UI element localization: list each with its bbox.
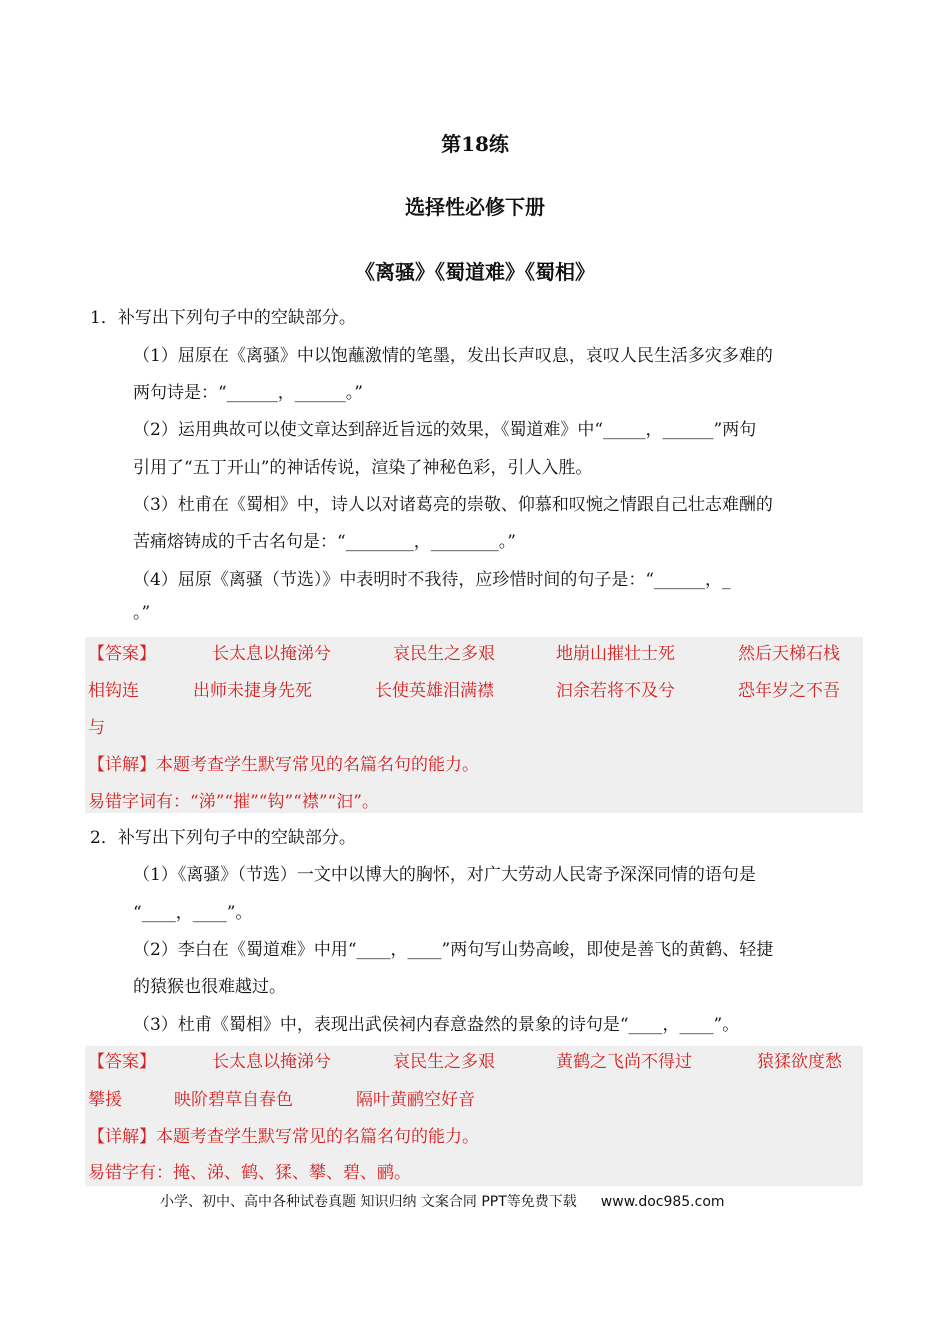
q1-answer-item: 然后天梯石栈 bbox=[738, 644, 840, 664]
q2-stem: 2．补写出下列句子中的空缺部分。 bbox=[90, 828, 356, 848]
q1-answer-item: 长使英雄泪满襟 bbox=[375, 681, 494, 701]
q1-answer-item: 长太息以掩涕兮 bbox=[212, 644, 331, 664]
q1-sub3-line1: （3）杜甫在《蜀相》中，诗人以对诸葛亮的崇敬、仰慕和叹惋之情跟自己壮志难酬的 bbox=[133, 495, 773, 515]
q1-answer-item: 相钩连 bbox=[88, 681, 139, 701]
q2-answer-label: 【答案】 bbox=[88, 1052, 156, 1072]
q2-detail: 【详解】本题考查学生默写常见的名篇名句的能力。 bbox=[88, 1127, 479, 1147]
q1-answer-item: 恐年岁之不吾 bbox=[738, 681, 840, 701]
footer-url-link[interactable]: www.doc985.com bbox=[600, 1194, 725, 1210]
footer-text: 小学、初中、高中各种试卷真题 知识归纳 文案合同 PPT等免费下载 bbox=[160, 1194, 577, 1210]
q1-sub3-line2: 苦痛熔铸成的千古名句是：“________，________。” bbox=[133, 532, 516, 552]
q1-sub1-line1: （1）屈原在《离骚》中以饱蘸激情的笔墨，发出长声叹息，哀叹人民生活多灾多难的 bbox=[133, 346, 773, 366]
q1-answer-item: 哀民生之多艰 bbox=[393, 644, 495, 664]
q1-typos: 易错字词有：“涕”“摧”“钩”“襟”“汩”。 bbox=[88, 792, 379, 812]
page-footer bbox=[160, 1191, 725, 1211]
q2-sub2-line1: （2）李白在《蜀道难》中用“____，____”两句写山势高峻，即使是善飞的黄鹤、轻捷 bbox=[133, 940, 774, 960]
q1-sub2-line2: 引用了“五丁开山”的神话传说，渲染了神秘色彩，引人入胜。 bbox=[133, 458, 593, 478]
q2-typos: 易错字有：掩、涕、鹤、猱、攀、碧、鹂。 bbox=[88, 1163, 411, 1183]
q2-sub1-line1: （1）《离骚》（节选）一文中以博大的胸怀，对广大劳动人民寄予深深同情的语句是 bbox=[133, 865, 756, 885]
q1-answer-item: 地崩山摧壮士死 bbox=[556, 644, 675, 664]
q2-answer-item: 哀民生之多艰 bbox=[393, 1052, 495, 1072]
q1-answer-row3: 与 bbox=[88, 718, 105, 738]
q1-answer-item: 汩余若将不及兮 bbox=[556, 681, 675, 701]
q2-answer-item: 攀援 bbox=[88, 1090, 122, 1110]
q1-sub2-line1: （2）运用典故可以使文章达到辞近旨远的效果，《蜀道难》中“_____，______”两句 bbox=[133, 420, 757, 440]
practice-title: 第18练 bbox=[441, 132, 509, 156]
q1-detail: 【详解】本题考查学生默写常见的名篇名句的能力。 bbox=[88, 755, 479, 775]
text-titles: 《离骚》《蜀道难》《蜀相》 bbox=[355, 260, 595, 284]
q2-sub2-line2: 的猿猴也很难越过。 bbox=[133, 977, 286, 997]
q2-answer-item: 映阶碧草自春色 bbox=[174, 1090, 293, 1110]
q1-sub4-line1: （4）屈原《离骚（节选）》中表明时不我待，应珍惜时间的句子是：“______，_ bbox=[133, 570, 731, 590]
q2-answer-item: 长太息以掩涕兮 bbox=[212, 1052, 331, 1072]
q2-answer-item: 黄鹤之飞尚不得过 bbox=[556, 1052, 692, 1072]
q2-sub3-line1: （3）杜甫《蜀相》中，表现出武侯祠内春意盎然的景象的诗句是“____，____”。 bbox=[133, 1015, 740, 1035]
q2-sub1-line2: “____，____”。 bbox=[133, 903, 253, 923]
q1-sub1-line2: 两句诗是：“______，______。” bbox=[133, 383, 363, 403]
volume-title: 选择性必修下册 bbox=[405, 195, 545, 219]
q2-answer-item: 隔叶黄鹂空好音 bbox=[356, 1090, 475, 1110]
q1-answer-item: 出师未捷身先死 bbox=[193, 681, 312, 701]
q1-sub4-line2: 。” bbox=[133, 603, 151, 623]
q2-answer-item: 猿猱欲度愁 bbox=[757, 1052, 842, 1072]
q1-stem: 1．补写出下列句子中的空缺部分。 bbox=[90, 308, 356, 328]
q1-answer-label: 【答案】 bbox=[88, 644, 156, 664]
